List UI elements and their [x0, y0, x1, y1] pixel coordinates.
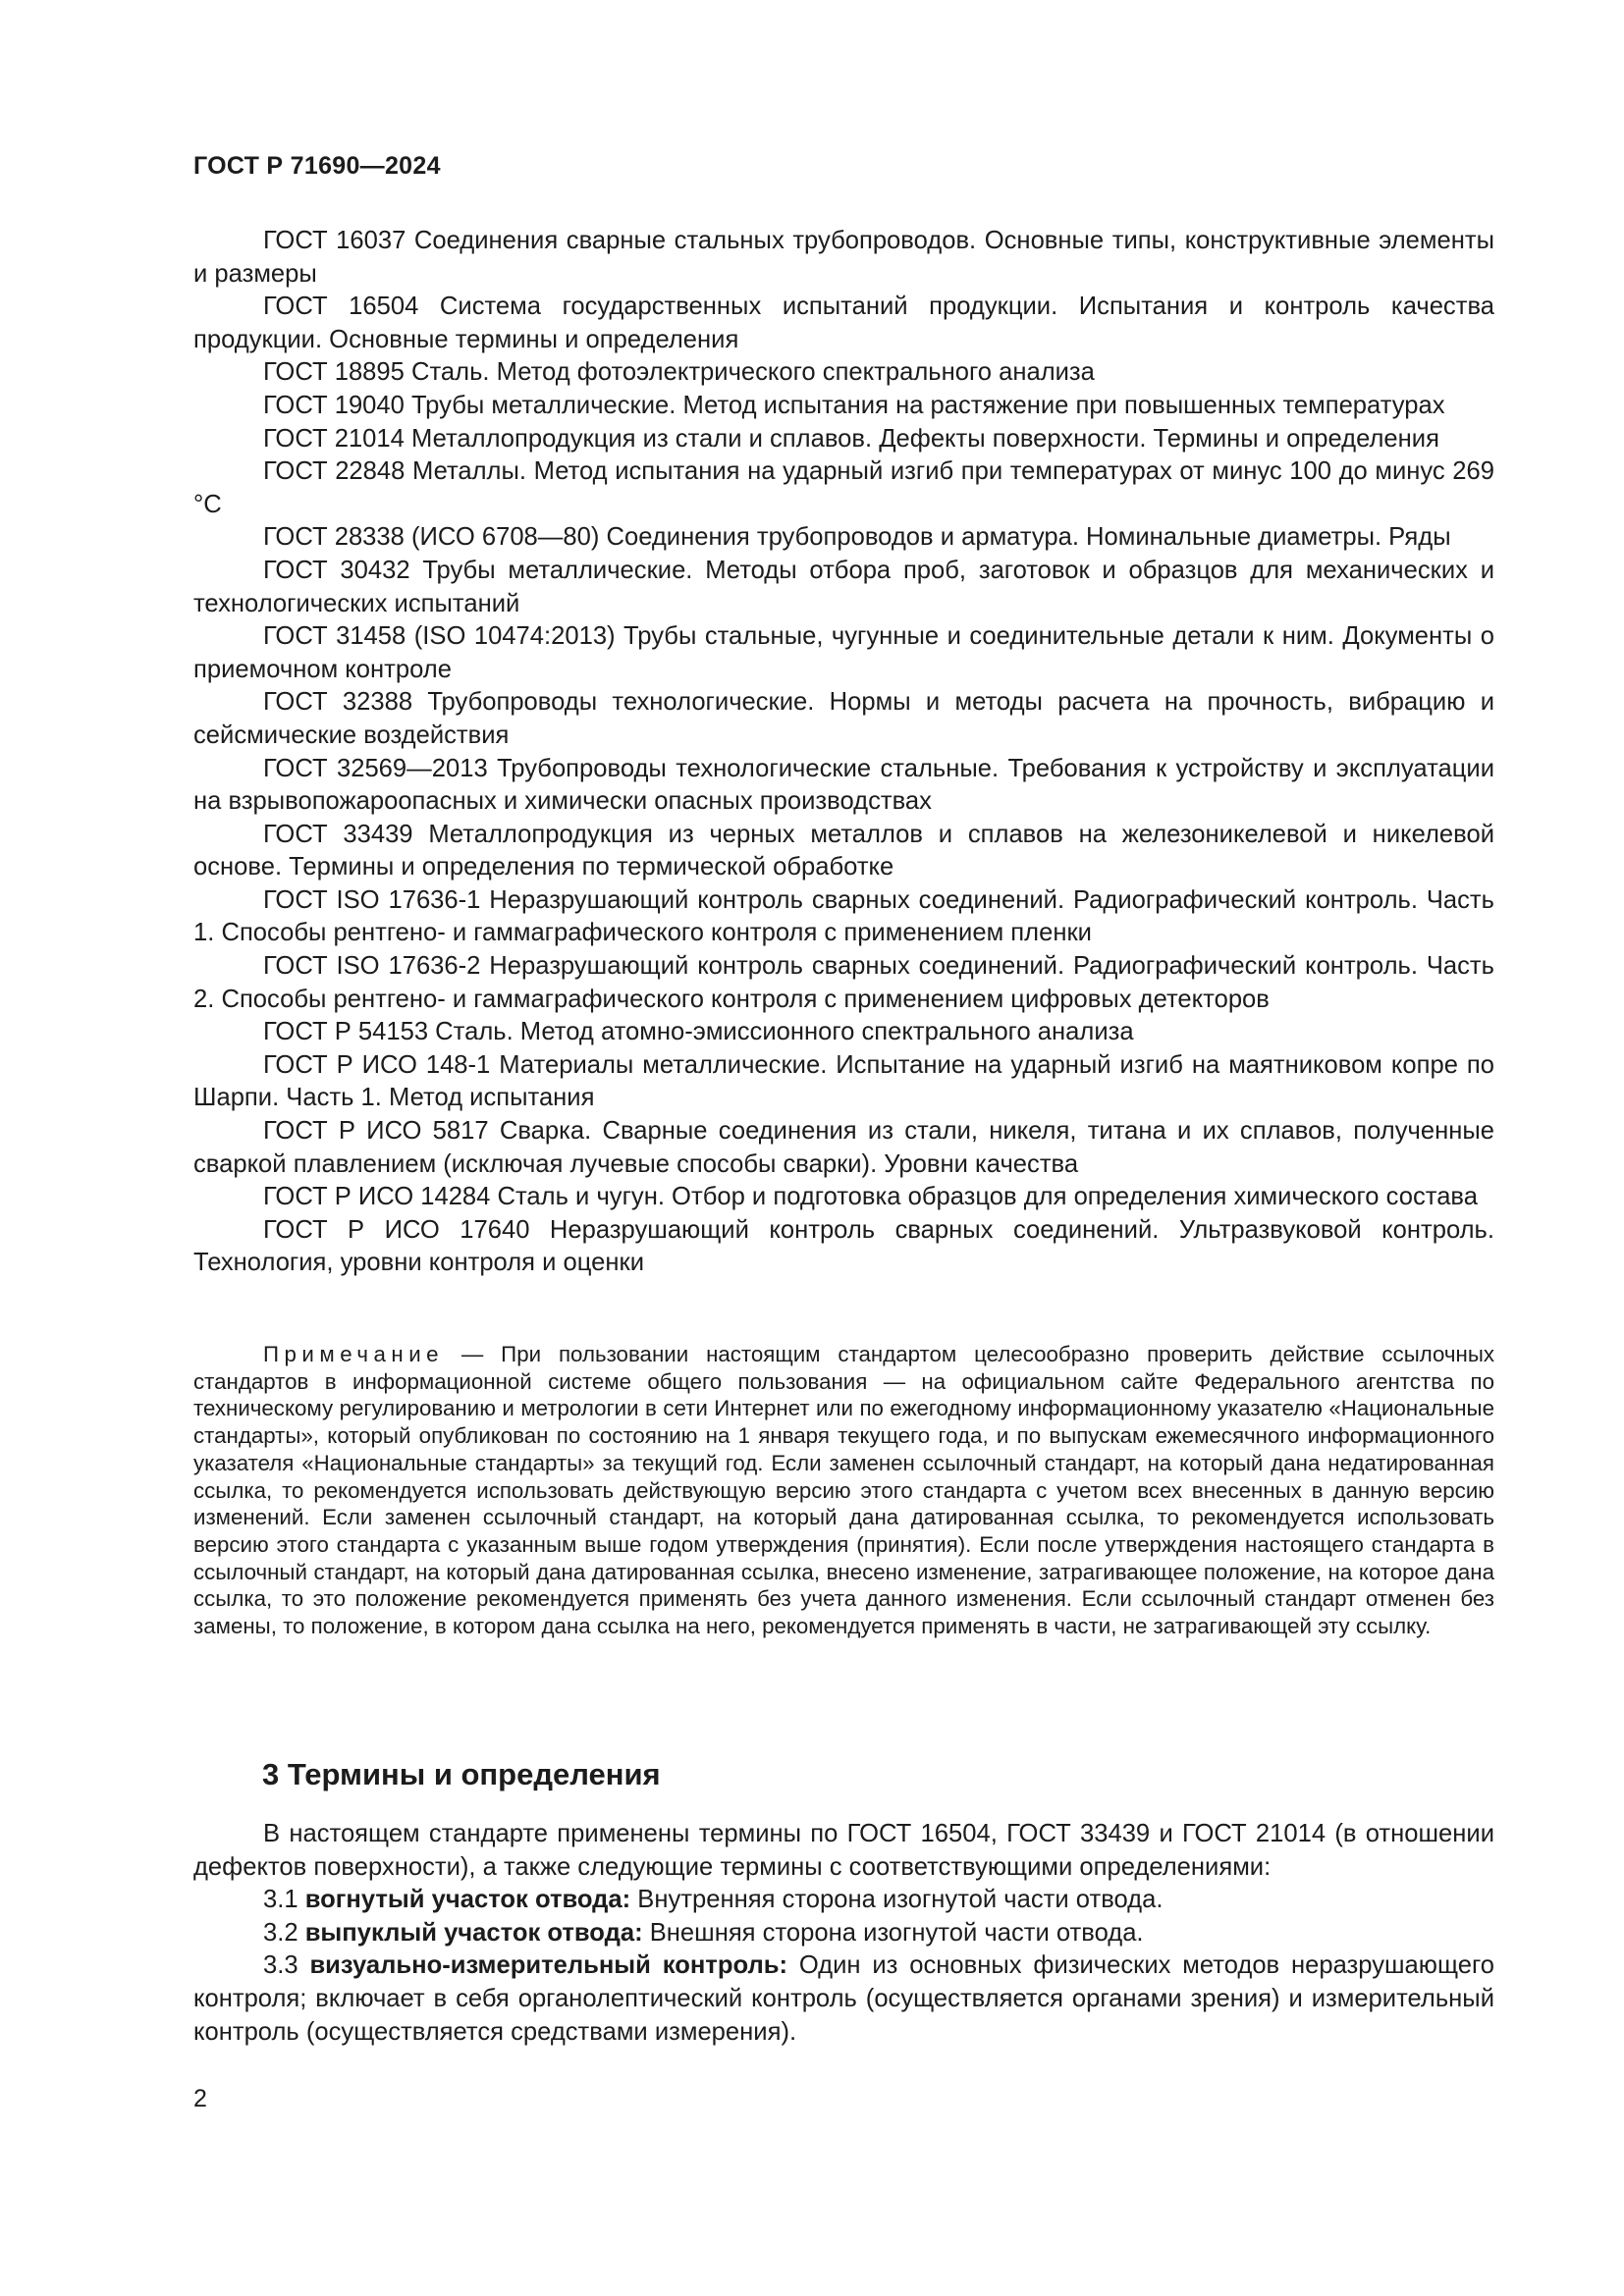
note-block [193, 1341, 1494, 1640]
term-definition: Один из основных физических методов неразрушающего контроля; включает в себя органолептический контроль (осуществляется органами зрения) и измерительный контроль (осуществляется средствами измерения). [193, 1951, 1494, 2046]
reference-list [193, 225, 1494, 1280]
term-name: выпуклый участок отвода: [304, 1918, 643, 1947]
reference-item: ГОСТ 16504 Система государственных испытаний продукции. Испытания и контроль качества продукции. Основные термины и определения [193, 293, 1494, 353]
reference-item: ГОСТ Р ИСО 148-1 Материалы металлические. Испытание на ударный изгиб на маятниковом копре по Шарпи. Часть 1. Метод испытания [193, 1050, 1494, 1112]
reference-item: ГОСТ 19040 Трубы металлические. Метод испытания на растяжение при повышенных температурах [263, 391, 1445, 419]
note-text: — При пользовании настоящим стандартом целесообразно проверить действие ссылочных стандартов в информационной системе общего пользования — на официальном сайте Федерального агентства по техническому регулированию и метрологии в сети Интернет или по ежегодному информационному указателю «Национальные стандарты», который опубликован по состоянию на 1 января текущего года, и по выпускам ежемесячного информационного указателя «Национальные стандарты» за текущий год. Если заменен ссылочный стандарт, на который дана недатированная ссылка, то рекомендуется использовать действующую версию этого стандарта с учетом всех внесенных в данную версию изменений. Если заменен ссылочный стандарт, на который дана датированная ссылка, то рекомендуется использовать версию этого стандарта с указанным выше годом утверждения (принятия). Если после утверждения настоящего стандарта в ссылочный стандарт, на который дана датированная ссылка, внесено изменение, затрагивающее положение, на которое дана ссылка, то это положение рекомендуется применять без учета данного изменения. Если ссылочный стандарт отменен без замены, то положение, в котором дана ссылка на него, рекомендуется применять в части, не затрагивающей эту ссылку. [193, 1342, 1494, 1639]
reference-item: ГОСТ 32388 Трубопроводы технологические. Нормы и методы расчета на прочность, вибрацию и сейсмические воздействия [193, 688, 1494, 749]
reference-item: ГОСТ Р 54153 Сталь. Метод атомно-эмиссионного спектрального анализа [263, 1018, 1134, 1046]
terms-section [193, 1818, 1494, 2049]
section-intro: В настоящем стандарте применены термины по ГОСТ 16504, ГОСТ 33439 и ГОСТ 21014 (в отношении дефектов поверхности), а также следующие термины с соответствующими определениями: [193, 1820, 1494, 1881]
reference-item: ГОСТ ISO 17636-1 Неразрушающий контроль сварных соединений. Радиографический контроль. Часть 1. Способы рентгено- и гаммаграфического контроля с применением пленки [193, 885, 1494, 947]
reference-item: ГОСТ ISO 17636-2 Неразрушающий контроль сварных соединений. Радиографический контроль. Часть 2. Способы рентгено- и гаммаграфического контроля с применением цифровых детекторов [193, 952, 1494, 1013]
reference-item: ГОСТ 22848 Металлы. Метод испытания на ударный изгиб при температурах от минус 100 до минус 269 °С [193, 457, 1494, 518]
term-name: визуально-измерительный контроль: [309, 1951, 787, 1980]
reference-item: ГОСТ 18895 Сталь. Метод фотоэлектрического спектрального анализа [263, 358, 1095, 387]
term-number: 3.2 [263, 1918, 305, 1947]
page-number: 2 [193, 2085, 207, 2112]
section-title: 3 Термины и определения [262, 1757, 661, 1791]
term-number: 3.1 [263, 1886, 305, 1914]
term-item [193, 1949, 1494, 2049]
term-item [193, 1917, 1494, 1950]
reference-item: ГОСТ 33439 Металлопродукция из черных металлов и сплавов на железоникелевой и никелевой основе. Термины и определения по термической обработке [193, 820, 1494, 881]
note-paragraph [193, 1341, 1494, 1640]
reference-item: ГОСТ 32569—2013 Трубопроводы технологические стальные. Требования к устройству и эксплуатации на взрывопожароопасных и химически опасных производствах [193, 754, 1494, 816]
reference-item: ГОСТ 28338 (ИСО 6708—80) Соединения трубопроводов и арматура. Номинальные диаметры. Ряды [263, 523, 1451, 552]
reference-item: ГОСТ 30432 Трубы металлические. Методы отбора проб, заготовок и образцов для механических и технологических испытаний [193, 556, 1494, 617]
term-name: вогнутый участок отвода: [304, 1886, 631, 1914]
term-number: 3.3 [263, 1951, 310, 1980]
reference-item: ГОСТ 31458 (ISO 10474:2013) Трубы стальные, чугунные и соединительные детали к ним. Документы о приемочном контроле [193, 622, 1494, 683]
term-definition: Внутренняя сторона изогнутой части отвода. [630, 1886, 1164, 1914]
note-label: Примечание [263, 1342, 445, 1366]
term-item [193, 1884, 1494, 1917]
reference-item: ГОСТ 21014 Металлопродукция из стали и сплавов. Дефекты поверхности. Термины и определения [263, 424, 1439, 453]
document-header: ГОСТ Р 71690—2024 [193, 152, 441, 180]
term-definition: Внешняя сторона изогнутой части отвода. [642, 1918, 1144, 1947]
reference-item: ГОСТ Р ИСО 14284 Сталь и чугун. Отбор и подготовка образцов для определения химического состава [263, 1183, 1478, 1211]
reference-item: ГОСТ 16037 Соединения сварные стальных трубопроводов. Основные типы, конструктивные элементы и размеры [193, 227, 1494, 288]
reference-item: ГОСТ Р ИСО 17640 Неразрушающий контроль сварных соединений. Ультразвуковой контроль. Технология, уровни контроля и оценки [193, 1215, 1494, 1277]
reference-item: ГОСТ Р ИСО 5817 Сварка. Сварные соединения из стали, никеля, титана и их сплавов, полученные сваркой плавлением (исключая лучевые способы сварки). Уровни качества [193, 1117, 1494, 1178]
